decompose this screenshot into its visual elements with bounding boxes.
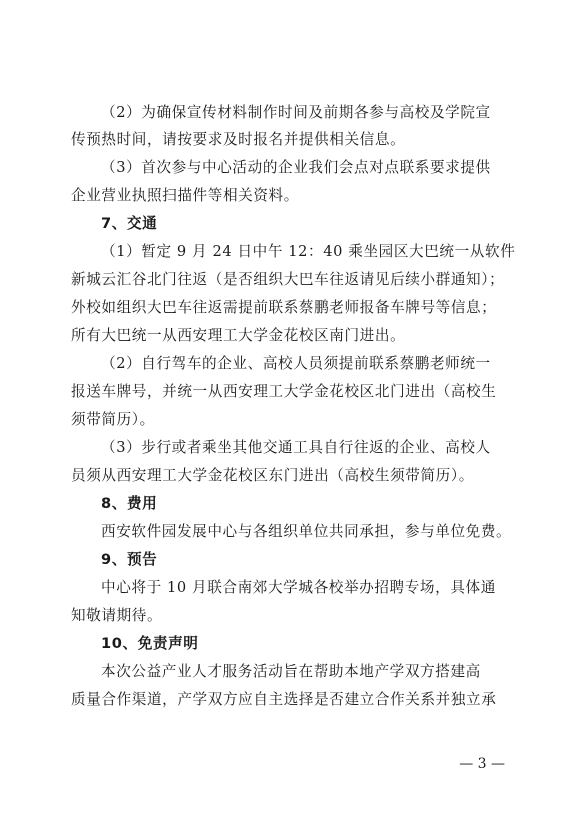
- paragraph-line: 企业营业执照扫描件等相关资料。: [71, 187, 299, 204]
- page-number: — 3 —: [459, 756, 505, 772]
- paragraph-line: 新城云汇谷北门往返（是否组织大巴车往返请见后续小群通知）；: [71, 271, 505, 288]
- section-heading-disclaimer: 10、免责声明: [101, 635, 199, 652]
- section-heading-preview: 9、预告: [101, 551, 158, 568]
- paragraph-line: 所有大巴统一从西安理工大学金花校区南门进出。: [71, 327, 406, 344]
- paragraph-line: （2）自行驾车的企业、高校人员须提前联系蔡鹏老师统一: [101, 355, 491, 372]
- paragraph-line: 知敬请期待。: [71, 607, 163, 624]
- paragraph-line: 外校如组织大巴车往返需提前联系蔡鹏老师报备车牌号等信息；: [71, 299, 497, 316]
- paragraph-line: 中心将于 10 月联合南郊大学城各校举办招聘专场，具体通: [101, 579, 496, 596]
- paragraph-line: 须带简历）。: [71, 411, 155, 428]
- section-heading-fees: 8、费用: [101, 495, 158, 512]
- paragraph-line: 员须从西安理工大学金花校区东门进出（高校生须带简历）。: [71, 467, 474, 484]
- paragraph-line: 本次公益产业人才服务活动旨在帮助本地产学双方搭建高: [101, 663, 481, 680]
- paragraph-line: 传预热时间，请按要求及时报名并提供相关信息。: [71, 131, 406, 148]
- paragraph-line: （2）为确保宣传材料制作时间及前期各参与高校及学院宣: [101, 104, 491, 121]
- paragraph-line: 质量合作渠道，产学双方应自主选择是否建立合作关系并独立承: [71, 691, 497, 708]
- section-heading-transport: 7、交通: [101, 215, 158, 232]
- paragraph-line: （1）暂定 9 月 24 日中午 12：40 乘坐园区大巴统一从软件: [101, 243, 516, 260]
- paragraph-line: （3）首次参与中心活动的企业我们会点对点联系要求提供: [101, 159, 491, 176]
- paragraph-line: 西安软件园发展中心与各组织单位共同承担，参与单位免费。: [101, 523, 512, 540]
- paragraph-line: （3）步行或者乘坐其他交通工具自行往返的企业、高校人: [101, 439, 491, 456]
- paragraph-line: 报送车牌号，并统一从西安理工大学金花校区北门进出（高校生: [71, 383, 497, 400]
